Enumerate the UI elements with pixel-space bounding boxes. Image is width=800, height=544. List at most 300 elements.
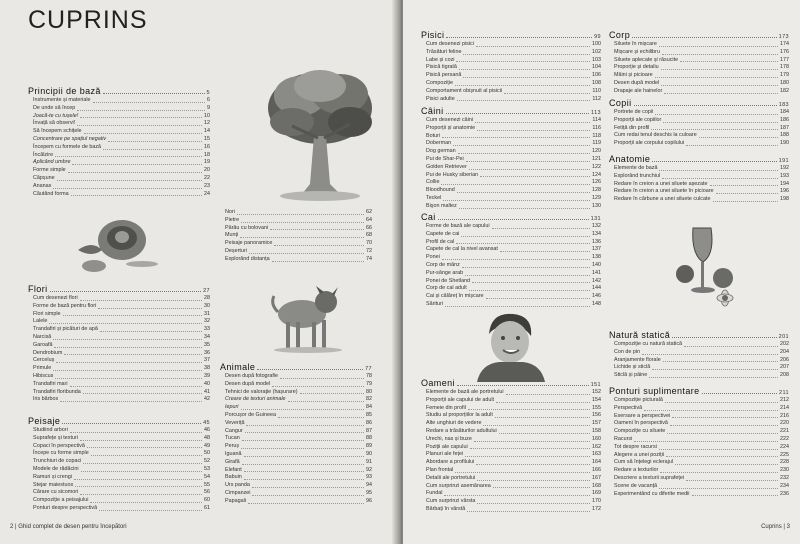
toc-entry[interactable]: [220, 248, 372, 256]
toc-entry[interactable]: [609, 125, 789, 133]
dot-leader: [80, 494, 202, 495]
toc-entry[interactable]: [609, 475, 789, 483]
toc-entry-title: Elefant: [225, 466, 242, 473]
toc-entry[interactable]: [421, 467, 601, 475]
toc-entry[interactable]: [609, 181, 789, 189]
toc-entry[interactable]: [28, 136, 210, 144]
toc-entry-page: 18: [204, 151, 210, 158]
section-heading[interactable]: Anatomie 191: [609, 154, 789, 164]
toc-entry[interactable]: [609, 444, 789, 452]
toc-entry-title: Garoafă: [33, 341, 53, 348]
dot-leader: [443, 200, 590, 201]
toc-entry-page: 208: [780, 372, 789, 379]
toc-entry-title: Tot despre racursi: [614, 443, 657, 450]
dot-leader: [686, 480, 778, 481]
toc-entry[interactable]: [609, 491, 789, 499]
toc-entry-title: Comportament obișnuit al pisicii: [426, 87, 503, 94]
toc-entry[interactable]: [28, 105, 210, 113]
dot-leader: [70, 432, 202, 433]
toc-entry[interactable]: [421, 293, 601, 301]
toc-entry[interactable]: [421, 436, 601, 444]
toc-entry-page: 80: [366, 388, 372, 395]
toc-entry[interactable]: [421, 164, 601, 172]
section-heading[interactable]: Animale 77: [220, 362, 372, 372]
toc-entry-title: Siluete în mișcare: [614, 41, 657, 47]
toc-entry-page: 222: [780, 435, 789, 442]
toc-entry-page: 40: [204, 380, 210, 387]
still-life-illustration: [665, 218, 765, 310]
toc-entry[interactable]: [609, 196, 789, 204]
toc-entry[interactable]: [421, 278, 601, 286]
toc-entry-page: 194: [780, 180, 789, 187]
dot-leader: [495, 417, 590, 418]
section-heading[interactable]: Copii 183: [609, 98, 789, 108]
toc-entry-title: Redare a trăsăturilor adultului: [426, 427, 497, 434]
toc-entry[interactable]: [220, 474, 372, 482]
toc-entry[interactable]: [421, 420, 601, 428]
toc-entry-page: 236: [780, 490, 789, 497]
toc-entry[interactable]: [421, 490, 601, 498]
toc-entry[interactable]: [609, 459, 789, 467]
dot-leader: [272, 386, 364, 387]
toc-entry-page: 60: [204, 497, 210, 504]
toc-entry-title: Pui de Husky siberian: [426, 171, 479, 178]
toc-entry-title: Compoziție cu natură statică: [614, 341, 683, 347]
toc-entry[interactable]: [220, 232, 372, 240]
toc-entry[interactable]: [609, 357, 789, 365]
toc-entry[interactable]: [421, 389, 601, 397]
toc-entry[interactable]: [28, 334, 210, 342]
toc-entry-title: Desen după model: [614, 79, 660, 86]
toc-entry-page: 176: [780, 48, 789, 55]
section-heading[interactable]: Pisici 99: [421, 30, 601, 40]
toc-entry-title: Teckel: [426, 194, 442, 201]
dot-leader: [477, 503, 590, 504]
toc-entry[interactable]: [609, 117, 789, 125]
toc-entry-title: Aplicând umbre: [33, 159, 71, 166]
toc-entry[interactable]: [421, 57, 601, 65]
toc-entry-title: Începem cu formele de bază: [33, 143, 102, 150]
toc-entry[interactable]: [220, 217, 372, 225]
toc-entry-title: Elemente de bază ale portretului: [426, 389, 504, 395]
dot-leader: [244, 456, 365, 457]
toc-entry-title: Detalii ale portretului: [426, 474, 476, 481]
toc-entry[interactable]: [220, 428, 372, 436]
toc-entry[interactable]: [28, 128, 210, 136]
toc-entry[interactable]: [28, 373, 210, 381]
toc-entry[interactable]: [609, 140, 789, 148]
section-heading[interactable]: Cai 131: [421, 212, 601, 222]
toc-entry[interactable]: [220, 381, 372, 389]
toc-entry[interactable]: [421, 96, 601, 104]
toc-entry-title: Iepuri: [225, 404, 239, 411]
toc-entry-page: 166: [592, 466, 601, 473]
toc-entry-page: 79: [366, 380, 372, 387]
toc-entry-title: Lichide și sticlă: [614, 364, 651, 371]
toc-entry[interactable]: [220, 404, 372, 412]
toc-entry[interactable]: [421, 72, 601, 80]
dot-leader: [246, 425, 364, 426]
section-heading[interactable]: Flori 27: [28, 284, 210, 294]
toc-entry-title: Cum desenezi flori: [33, 295, 78, 301]
toc-entry[interactable]: [421, 270, 601, 278]
toc-entry[interactable]: [421, 498, 601, 506]
toc-entry-title: Bloodhound: [426, 187, 455, 194]
dot-leader: [280, 378, 364, 379]
dot-leader: [457, 192, 590, 193]
section-heading[interactable]: Natură statică 201: [609, 330, 789, 340]
toc-entry-title: Pârău cu bolovani: [225, 224, 269, 231]
dot-leader: [684, 346, 778, 347]
toc-entry-page: 72: [366, 247, 372, 254]
toc-entry[interactable]: [609, 41, 789, 49]
toc-entry[interactable]: [28, 97, 210, 105]
toc-entry[interactable]: [28, 458, 210, 466]
toc-entry[interactable]: [28, 295, 210, 303]
dot-leader: [663, 122, 778, 123]
toc-entry-title: Copaci în perspectivă: [33, 442, 85, 449]
dot-leader: [474, 441, 590, 442]
toc-entry[interactable]: [421, 179, 601, 187]
dot-leader: [504, 93, 590, 94]
toc-entry[interactable]: [28, 326, 210, 334]
toc-entry[interactable]: [28, 350, 210, 358]
toc-entry[interactable]: [28, 175, 210, 183]
toc-entry-title: Mișcare și echilibru: [614, 48, 660, 55]
toc-entry-page: 53: [204, 465, 210, 472]
toc-entry[interactable]: [28, 497, 210, 505]
dot-leader: [53, 370, 202, 371]
toc-entry[interactable]: [609, 428, 789, 436]
toc-entry[interactable]: [609, 72, 789, 80]
toc-entry-title: Forme simple: [33, 167, 66, 174]
toc-entry[interactable]: [28, 365, 210, 373]
dot-leader: [459, 69, 590, 70]
toc-entry-title: Redare în creion a unei siluete în picioare: [614, 188, 714, 195]
toc-entry[interactable]: [220, 435, 372, 443]
toc-entry[interactable]: [28, 450, 210, 458]
toc-entry-title: Pisici adulte: [426, 95, 455, 102]
toc-entry-title: Să începem schițele: [33, 128, 82, 135]
toc-entry[interactable]: [421, 41, 601, 49]
toc-entry[interactable]: [220, 412, 372, 420]
toc-entry[interactable]: [28, 505, 210, 513]
toc-entry-title: Ananas: [33, 182, 52, 189]
dot-leader: [84, 133, 202, 134]
section-copii: [609, 98, 789, 148]
toc-entry[interactable]: [28, 435, 210, 443]
toc-entry[interactable]: [421, 254, 601, 262]
toc-entry-page: 90: [366, 450, 372, 457]
dot-leader: [662, 178, 778, 179]
toc-entry[interactable]: [421, 246, 601, 254]
toc-entry-page: 68: [366, 232, 372, 239]
toc-entry[interactable]: [28, 191, 210, 199]
toc-entry-page: 225: [780, 451, 789, 458]
toc-entry[interactable]: [421, 397, 601, 405]
dot-leader: [642, 354, 778, 355]
toc-entry-page: 206: [780, 356, 789, 363]
toc-entry[interactable]: [421, 80, 601, 88]
toc-entry[interactable]: [609, 436, 789, 444]
toc-entry-title: Tucan: [225, 435, 240, 442]
section-heading[interactable]: Corp 173: [609, 30, 789, 40]
toc-entry[interactable]: [421, 187, 601, 195]
dot-leader: [661, 85, 778, 86]
toc-entry[interactable]: [609, 349, 789, 357]
toc-entry[interactable]: [609, 64, 789, 72]
toc-entry[interactable]: [609, 188, 789, 196]
toc-entry[interactable]: [609, 165, 789, 173]
toc-entry[interactable]: [28, 183, 210, 191]
toc-entry-title: Scene de vacanță: [614, 482, 658, 489]
dot-leader: [441, 184, 590, 185]
section-heading[interactable]: Câini 113: [421, 106, 601, 116]
toc-entry[interactable]: [609, 364, 789, 372]
toc-entry[interactable]: [609, 420, 789, 428]
dot-leader: [278, 417, 364, 418]
dot-leader: [71, 195, 202, 196]
toc-entry[interactable]: [609, 341, 789, 349]
toc-entry-title: Desen după model: [225, 380, 271, 387]
dot-leader: [68, 172, 202, 173]
toc-entry-page: 216: [780, 412, 789, 419]
toc-entry-page: 104: [592, 64, 601, 71]
toc-entry[interactable]: [421, 64, 601, 72]
toc-entry-page: 196: [780, 188, 789, 195]
toc-entry-page: 141: [592, 269, 601, 276]
toc-entry[interactable]: [220, 240, 372, 248]
toc-entry[interactable]: [28, 474, 210, 482]
toc-entry[interactable]: [220, 256, 372, 264]
toc-entry-title: Proporție și detaliu: [614, 64, 659, 71]
toc-entry-page: 212: [780, 397, 789, 403]
toc-entry[interactable]: [28, 357, 210, 365]
toc-entry[interactable]: [220, 443, 372, 451]
toc-entry[interactable]: [609, 49, 789, 57]
toc-entry-title: Iguană: [225, 450, 242, 457]
toc-entry-title: Elemente de bază: [614, 165, 658, 171]
toc-entry[interactable]: [421, 203, 601, 211]
toc-entry[interactable]: [421, 148, 601, 156]
toc-entry-page: 186: [780, 116, 789, 123]
toc-entry-page: 138: [592, 254, 601, 261]
toc-entry-page: 155: [592, 404, 601, 411]
toc-entry-title: Pietre: [225, 216, 240, 223]
toc-entry-title: Căutând forma: [33, 190, 69, 197]
toc-entry[interactable]: [28, 318, 210, 326]
toc-entry[interactable]: [28, 389, 210, 397]
toc-entry-title: Drapaje ale hainelor: [614, 87, 663, 94]
dot-leader: [465, 456, 590, 457]
toc-entry[interactable]: [609, 88, 789, 96]
toc-entry[interactable]: [421, 475, 601, 483]
dot-leader: [453, 145, 590, 146]
toc-entry[interactable]: [421, 239, 601, 247]
toc-entry[interactable]: [421, 262, 601, 270]
toc-entry[interactable]: [421, 140, 601, 148]
toc-entry[interactable]: [609, 405, 789, 413]
toc-entry-title: Collie: [426, 179, 440, 186]
boy-portrait-illustration: [467, 308, 549, 382]
toc-entry[interactable]: [609, 452, 789, 460]
toc-entry-page: 48: [204, 434, 210, 441]
toc-entry-page: 6: [207, 97, 210, 103]
toc-entry[interactable]: [220, 420, 372, 428]
toc-entry[interactable]: [28, 342, 210, 350]
right-page: [403, 0, 800, 544]
toc-entry[interactable]: [28, 489, 210, 497]
toc-entry-title: Trandafiri floribunda: [33, 388, 81, 395]
toc-entry-page: 179: [780, 72, 789, 79]
dot-leader: [270, 229, 364, 230]
dot-leader: [241, 222, 364, 223]
toc-entry[interactable]: [220, 396, 372, 404]
toc-entry[interactable]: [220, 498, 372, 506]
toc-entry[interactable]: [421, 117, 601, 125]
toc-entry[interactable]: [421, 172, 601, 180]
toc-entry-page: 122: [592, 163, 601, 170]
toc-entry[interactable]: [421, 285, 601, 293]
toc-entry-page: 91: [366, 458, 372, 465]
toc-entry-page: 39: [204, 372, 210, 379]
dot-leader: [710, 185, 779, 186]
toc-entry[interactable]: [220, 389, 372, 397]
dot-leader: [469, 169, 590, 170]
toc-entry[interactable]: [609, 483, 789, 491]
toc-entry[interactable]: [609, 109, 789, 117]
toc-entry[interactable]: [609, 397, 789, 405]
toc-entry-page: 112: [592, 95, 601, 102]
toc-entry-title: Munți: [225, 232, 239, 239]
dot-leader: [459, 208, 590, 209]
toc-entry[interactable]: [28, 152, 210, 160]
toc-entry[interactable]: [28, 427, 210, 435]
toc-entry[interactable]: [220, 467, 372, 475]
toc-entry-page: 234: [780, 482, 789, 489]
toc-entry[interactable]: [421, 195, 601, 203]
toc-entry-title: Compoziție a peisajului: [33, 497, 89, 504]
toc-entry-title: Alegere a unei poziții: [614, 451, 665, 458]
toc-entry-page: 64: [366, 216, 372, 223]
toc-entry[interactable]: [609, 173, 789, 181]
toc-entry-title: Porcușor de Guineea: [225, 411, 276, 418]
toc-entry-page: 162: [592, 443, 601, 450]
toc-entry-page: 20: [204, 167, 210, 174]
toc-entry[interactable]: [609, 372, 789, 380]
toc-entry[interactable]: [421, 506, 601, 514]
toc-entry[interactable]: [28, 159, 210, 167]
dot-leader: [93, 102, 205, 103]
toc-entry[interactable]: [28, 482, 210, 490]
dot-leader: [666, 456, 778, 457]
section-heading[interactable]: Peisaje 45: [28, 416, 210, 426]
section-heading[interactable]: Ponturi suplimentare 211: [609, 386, 789, 396]
toc-entry-page: 121: [592, 155, 601, 162]
toc-entry-page: 61: [204, 504, 210, 511]
dot-leader: [240, 237, 364, 238]
toc-entry[interactable]: [609, 132, 789, 140]
dot-leader: [462, 267, 590, 268]
dot-leader: [686, 145, 778, 146]
left-page: [0, 0, 398, 544]
section-heading[interactable]: Principii de bază 5: [28, 86, 210, 96]
toc-entry-title: Urs panda: [225, 482, 250, 489]
toc-entry[interactable]: [609, 413, 789, 421]
toc-entry[interactable]: [28, 381, 210, 389]
toc-entry-title: Corp de mânz: [426, 261, 460, 268]
toc-entry-page: 86: [366, 419, 372, 426]
section-animale: [220, 362, 372, 506]
toc-entry[interactable]: [421, 459, 601, 467]
toc-entry[interactable]: [28, 303, 210, 311]
toc-entry[interactable]: [421, 88, 601, 96]
toc-entry-page: 15: [204, 135, 210, 142]
toc-entry-title: Bişon maltez: [426, 202, 457, 209]
toc-entry[interactable]: [421, 428, 601, 436]
toc-entry[interactable]: [609, 467, 789, 475]
toc-entry[interactable]: [421, 444, 601, 452]
toc-entry-page: 130: [592, 202, 601, 209]
toc-entry[interactable]: [220, 451, 372, 459]
toc-entry-page: 50: [204, 450, 210, 457]
toc-entry-page: 31: [204, 310, 210, 317]
toc-entry[interactable]: [220, 225, 372, 233]
toc-entry[interactable]: [609, 57, 789, 65]
toc-entry-title: Căpșune: [33, 174, 55, 181]
dot-leader: [664, 93, 778, 94]
toc-entry[interactable]: [28, 167, 210, 175]
toc-entry-title: Cum redai tenul deschis la culoare: [614, 132, 697, 139]
toc-entry-title: Experimentând cu diferite medii: [614, 490, 690, 497]
toc-entry[interactable]: [28, 466, 210, 474]
toc-entry[interactable]: [421, 133, 601, 141]
dot-leader: [463, 54, 590, 55]
section-heading[interactable]: Oameni 151: [421, 378, 601, 388]
toc-entry-title: Cum să înțelegi eclerajul: [614, 459, 674, 466]
toc-entry[interactable]: [28, 144, 210, 152]
toc-entry[interactable]: [421, 125, 601, 133]
toc-entry[interactable]: [220, 209, 372, 217]
toc-entry[interactable]: [220, 373, 372, 381]
toc-entry[interactable]: [421, 405, 601, 413]
toc-entry[interactable]: [421, 412, 601, 420]
toc-entry[interactable]: [28, 311, 210, 319]
toc-entry[interactable]: [609, 80, 789, 88]
toc-entry[interactable]: [28, 396, 210, 404]
dot-leader: [659, 488, 778, 489]
toc-entry[interactable]: [220, 482, 372, 490]
toc-entry-title: Desen după fotografie: [225, 373, 279, 379]
toc-entry[interactable]: [28, 120, 210, 128]
toc-entry[interactable]: [421, 231, 601, 239]
toc-entry-title: Girafă: [225, 458, 240, 465]
toc-entry-page: 118: [592, 132, 601, 139]
toc-entry[interactable]: [421, 483, 601, 491]
toc-entry-page: 169: [592, 490, 601, 497]
toc-entry-page: 188: [780, 132, 789, 139]
toc-entry-page: 119: [592, 140, 601, 147]
toc-entry-title: Studiind arbori: [33, 427, 68, 433]
toc-entry[interactable]: [220, 490, 372, 498]
toc-entry[interactable]: [421, 223, 601, 231]
toc-entry[interactable]: [421, 49, 601, 57]
toc-entry[interactable]: [220, 459, 372, 467]
toc-entry-title: Pur-sânge arab: [426, 269, 464, 276]
dot-leader: [493, 487, 590, 488]
toc-entry[interactable]: [421, 156, 601, 164]
toc-entry[interactable]: [421, 451, 601, 459]
